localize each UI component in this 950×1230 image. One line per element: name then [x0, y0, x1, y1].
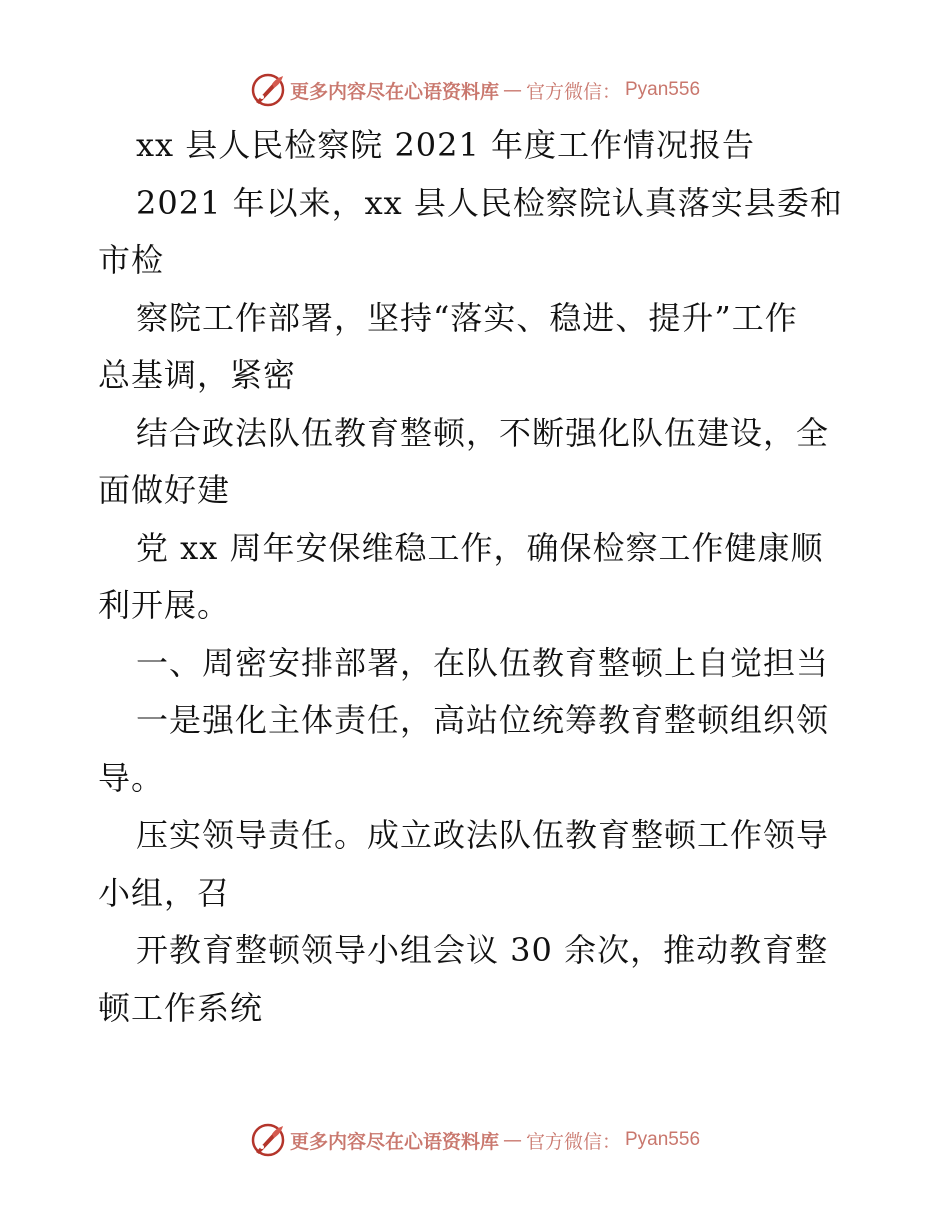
quill-pen-circle-icon — [250, 72, 286, 108]
document-line: 利开展。 — [98, 586, 231, 624]
document-line: 市检 — [98, 241, 165, 279]
watermark-official-label: 官方微信： — [525, 1130, 621, 1153]
document-line: 党 xx 周年安保维稳工作，确保检察工作健康顺 — [136, 528, 824, 567]
document-line: 一、周密安排部署，在队伍教育整顿上自觉担当 — [136, 643, 830, 682]
footer-watermark — [0, 1120, 950, 1160]
watermark-official-label: 官方微信： — [525, 80, 621, 103]
document-line: 开教育整顿领导小组会议 30 余次，推动教育整 — [136, 931, 829, 969]
document-line: 察院工作部署，坚持“落实、稳进、提升”工作 — [136, 298, 798, 337]
document-line: 压实领导责任。成立政法队伍教育整顿工作领导 — [136, 816, 830, 854]
document-line: 导。 — [98, 758, 165, 797]
watermark-text: 更多内容尽在心语资料库 — [289, 1130, 499, 1153]
document-line: 一是强化主体责任，高站位统筹教育整顿组织领 — [136, 701, 830, 739]
document-line: 小组，召 — [98, 873, 231, 912]
document-line: 顿工作系统 — [98, 988, 264, 1027]
document-line: 2021 年以来，xx 县人民检察院认真落实县委和 — [136, 183, 843, 222]
document-line: 总基调，紧密 — [98, 356, 297, 394]
watermark-wechat-id: Pyan556 — [625, 79, 701, 100]
watermark-text: 更多内容尽在心语资料库 — [289, 80, 499, 103]
watermark-dash: — — [502, 79, 522, 101]
document-body — [98, 117, 858, 1037]
watermark-wechat-id: Pyan556 — [625, 1129, 701, 1150]
watermark-dash: — — [502, 1129, 522, 1151]
header-watermark — [0, 70, 950, 110]
document-line: 面做好建 — [98, 471, 231, 509]
document-line: 结合政法队伍教育整顿，不断强化队伍建设，全 — [136, 413, 830, 452]
quill-pen-circle-icon — [250, 1122, 286, 1158]
document-line: xx 县人民检察院 2021 年度工作情况报告 — [136, 126, 756, 164]
